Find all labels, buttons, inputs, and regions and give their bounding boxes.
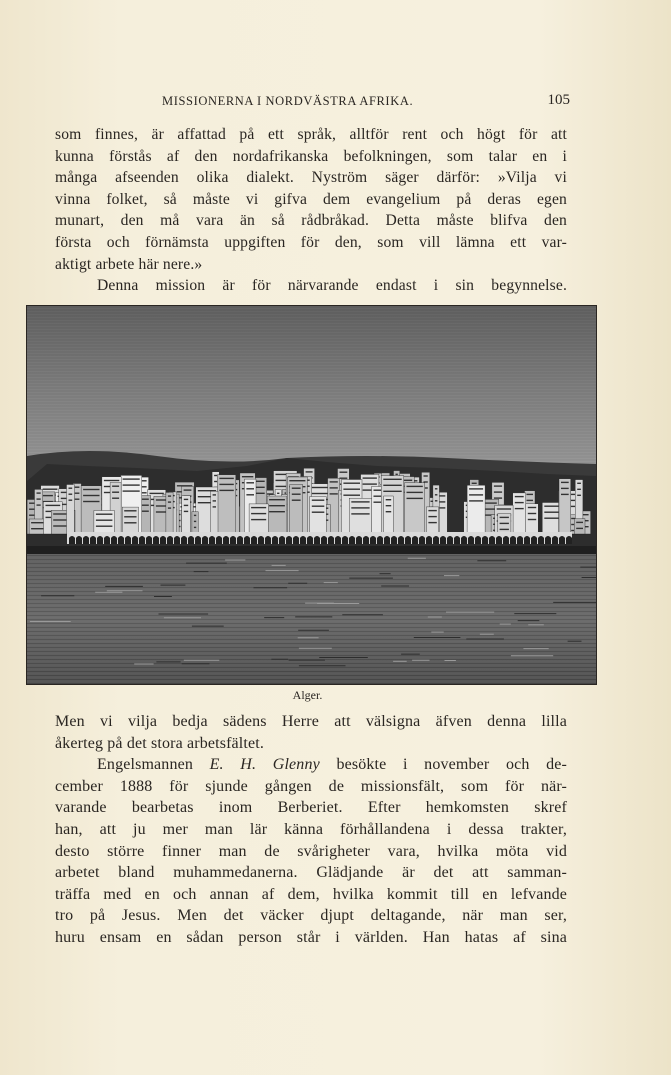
figure-caption: Alger. (292, 688, 323, 702)
text-line: cember 1888 för sjunde gången de missionsfält, som för när- (55, 777, 567, 795)
text-line (55, 754, 567, 776)
page-number: 105 (547, 92, 570, 108)
text-fragment: besökte i november och de- (336, 756, 567, 774)
harbor-illustration (27, 306, 596, 684)
text-line: åkerteg på det stora arbetsfältet. (55, 734, 264, 752)
text-line: munart, den må vara än så rådbråkad. Detta måste blifva den (55, 212, 567, 230)
text-line: första och förnämsta uppgiften för den, som vill lämna ett var- (55, 233, 567, 251)
text-line: han, att ju mer man lär känna förhållandena i dessa trakter, (55, 820, 567, 838)
text-line: desto större finner man de svårigheter vara, hvilka möta vid (55, 842, 567, 860)
paragraph-top (55, 124, 567, 297)
text-line: vinna folket, så måste vi gifva dem evangelium på deras egen (55, 190, 567, 208)
text-line: arbetet bland muhammedanerna. Glädjande är det att samman- (55, 864, 567, 882)
text-line: varande bearbetas inom Berberiet. Efter hemkomsten skref (55, 799, 567, 817)
paragraph-bottom (55, 711, 567, 949)
person-name: E. H. Glenny (209, 756, 320, 774)
text-line: kunna förstås af den nordafrikanska befolkningen, som talar en i (55, 147, 567, 165)
text-fragment: Engelsmannen (97, 756, 193, 774)
text-line: tro på Jesus. Men det väcker djupt deltagande, när man ser, (55, 907, 567, 925)
text-line: Denna mission är för närvarande endast i sin begynnelse. (97, 277, 567, 295)
running-header (162, 94, 572, 114)
text-line: huru ensam en sådan person står i världen. Han hatas af sina (55, 928, 567, 946)
text-line: träffa med en och annan af dem, hvilka kommit till en lefvande (55, 885, 567, 903)
engraving-algiers (26, 305, 597, 685)
text-line: Men vi vilja bedja sädens Herre att välsigna äfven denna lilla (55, 713, 567, 730)
text-line: många afseenden olika dialekt. Nyström säger därför: »Vilja vi (55, 169, 567, 187)
text-line: aktigt arbete här nere.» (55, 255, 203, 273)
text-line: som finnes, är affattad på ett språk, alltför rent och högt för att (55, 126, 567, 143)
running-title: MISSIONERNA I NORDVÄSTRA AFRIKA. (162, 94, 414, 108)
